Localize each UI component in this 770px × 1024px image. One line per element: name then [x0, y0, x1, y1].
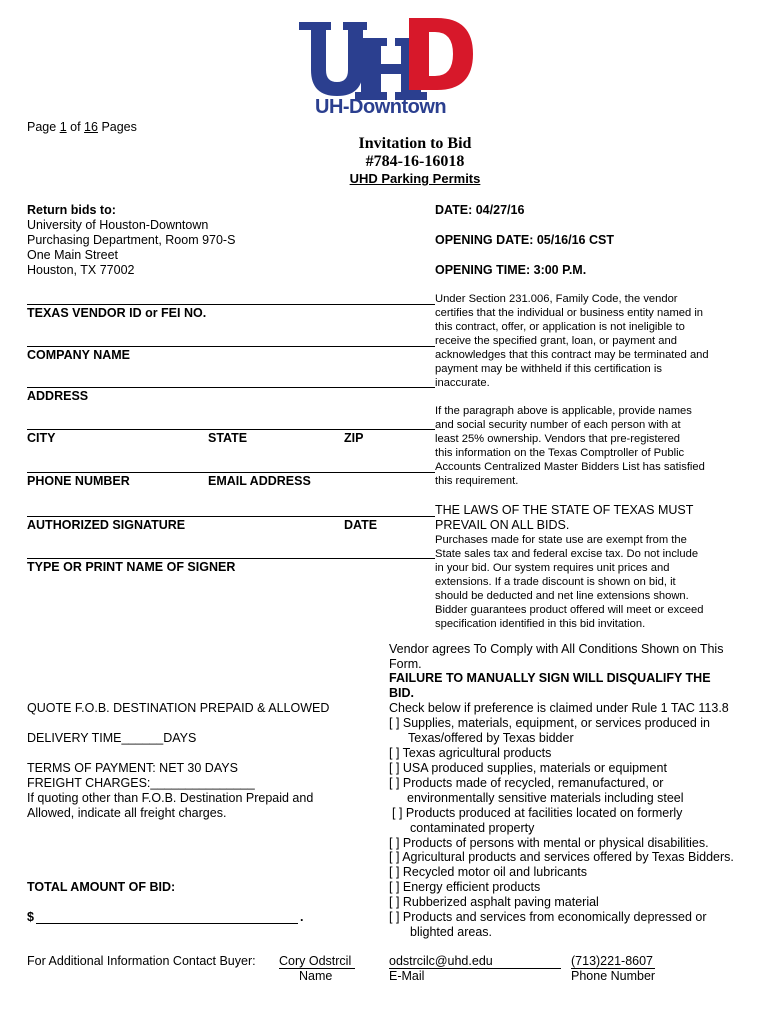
- vendor-id-label: TEXAS VENDOR ID or FEI NO.: [27, 306, 207, 320]
- address-label: ADDRESS: [27, 389, 89, 403]
- city-label: CITY: [27, 431, 56, 445]
- bid-subtitle: UHD Parking Permits: [349, 171, 481, 186]
- opening-time: OPENING TIME: 3:00 P.M.: [435, 263, 587, 277]
- signature-line[interactable]: [27, 516, 435, 517]
- vendor-id-line[interactable]: [27, 304, 435, 305]
- laws-heading: PREVAIL ON ALL BIDS.: [435, 518, 570, 532]
- contact-lead: For Additional Information Contact Buyer:: [27, 954, 256, 968]
- freight-note: If quoting other than F.O.B. Destination Prepaid and: [27, 791, 314, 805]
- agree-line: Form.: [389, 657, 422, 671]
- state-label: STATE: [208, 431, 248, 445]
- zip-label: ZIP: [344, 431, 364, 445]
- email-label: EMAIL ADDRESS: [208, 474, 311, 488]
- total-amount-label: TOTAL AMOUNT OF BID:: [27, 880, 176, 894]
- preference-checkbox[interactable]: [ ] Products of persons with mental or physical disabilities.: [389, 836, 709, 850]
- signer-name-label: TYPE OR PRINT NAME OF SIGNER: [27, 560, 236, 574]
- total-period: .: [300, 910, 304, 924]
- city-state-zip-line[interactable]: [27, 429, 435, 430]
- total-currency: $: [27, 910, 34, 924]
- buyer-phone: (713)221-8607: [571, 954, 654, 968]
- name-caption: Name: [299, 969, 333, 983]
- ownership-line: least 25% ownership. Vendors that pre-registered: [435, 433, 681, 445]
- preference-checkbox[interactable]: [ ] Products made of recycled, remanufactured, or: [389, 776, 664, 790]
- laws-line: should be deducted and net line extensions shown.: [435, 590, 689, 602]
- return-address-line: Houston, TX 77002: [27, 263, 135, 277]
- phone-label: PHONE NUMBER: [27, 474, 130, 488]
- total-amount-line[interactable]: [36, 923, 298, 924]
- bid-title: Invitation to Bid: [358, 135, 472, 152]
- preference-continuation: environmentally sensitive materials including steel: [407, 791, 684, 805]
- laws-line: in your bid. Our system requires unit prices and: [435, 562, 670, 574]
- preference-checkbox[interactable]: [ ] Supplies, materials, equipment, or services produced in: [389, 716, 710, 730]
- return-address-line: Purchasing Department, Room 970-S: [27, 233, 236, 247]
- preference-checkbox[interactable]: [ ] Energy efficient products: [389, 880, 541, 894]
- ownership-line: Accounts Centralized Master Bidders List has satisfied: [435, 461, 705, 473]
- preference-checkbox[interactable]: [ ] Products and services from economically depressed or: [389, 910, 707, 924]
- company-name-label: COMPANY NAME: [27, 348, 131, 362]
- buyer-name: Cory Odstrcil: [279, 954, 352, 968]
- preference-continuation: contaminated property: [410, 821, 535, 835]
- freight-charges[interactable]: FREIGHT CHARGES:_______________: [27, 776, 255, 790]
- bid-date: DATE: 04/27/16: [435, 203, 525, 217]
- certification-line: payment may be withheld if this certification is: [435, 363, 662, 375]
- signature-date-label: DATE: [344, 518, 378, 532]
- preference-checkbox[interactable]: [ ] Agricultural products and services offered by Texas Bidders.: [389, 850, 734, 864]
- agree-line: Vendor agrees To Comply with All Conditions Shown on This: [389, 642, 724, 656]
- page-total: 16: [84, 120, 98, 134]
- certification-line: receive the specified grant, loan, or payment and: [435, 335, 677, 347]
- warning-line: BID.: [389, 686, 414, 700]
- return-bids-label: Return bids to:: [27, 203, 116, 217]
- laws-line: Purchases made for state use are exempt from the: [435, 534, 687, 546]
- ownership-line: and social security number of each person with at: [435, 419, 681, 431]
- ownership-line: this requirement.: [435, 475, 519, 487]
- company-name-line[interactable]: [27, 346, 435, 347]
- certification-line: Under Section 231.006, Family Code, the vendor: [435, 293, 678, 305]
- signature-label: AUTHORIZED SIGNATURE: [27, 518, 186, 532]
- delivery-time[interactable]: DELIVERY TIME______DAYS: [27, 731, 197, 745]
- laws-line: Bidder guarantees product offered will meet or exceed: [435, 604, 704, 616]
- ownership-line: this information on the Texas Comptroller of Public: [435, 447, 685, 459]
- certification-line: this contract, offer, or application is not ineligible to: [435, 321, 685, 333]
- preference-checkbox[interactable]: [ ] Texas agricultural products: [389, 746, 552, 760]
- buyer-email[interactable]: odstrcilc@uhd.edu: [389, 954, 493, 968]
- phone-email-line[interactable]: [27, 472, 435, 473]
- laws-line: specification identified in this bid invitation.: [435, 618, 646, 630]
- certification-line: acknowledges that this contract may be terminated and: [435, 349, 709, 361]
- laws-heading: THE LAWS OF THE STATE OF TEXAS MUST: [435, 503, 694, 517]
- uhd-logo: [297, 16, 475, 122]
- preference-checkbox[interactable]: [ ] USA produced supplies, materials or equipment: [389, 761, 667, 775]
- certification-line: inaccurate.: [435, 377, 490, 389]
- opening-date: OPENING DATE: 05/16/16 CST: [435, 233, 614, 247]
- uhd-wordmark: UH-Downtown: [315, 96, 447, 118]
- payment-terms: TERMS OF PAYMENT: NET 30 DAYS: [27, 761, 238, 775]
- preference-checkbox[interactable]: [ ] Products produced at facilities located on formerly: [392, 806, 683, 820]
- preference-checkbox[interactable]: [ ] Rubberized asphalt paving material: [389, 895, 599, 909]
- freight-note: Allowed, indicate all freight charges.: [27, 806, 227, 820]
- certification-line: certifies that the individual or business entity named in: [435, 307, 704, 319]
- signer-name-line[interactable]: [27, 558, 435, 559]
- preference-intro: Check below if preference is claimed under Rule 1 TAC 113.8: [389, 701, 729, 715]
- laws-line: State sales tax and federal excise tax. Do not include: [435, 548, 699, 560]
- email-caption: E-Mail: [389, 969, 425, 983]
- bid-number: #784-16-16018: [365, 153, 465, 170]
- preference-continuation: blighted areas.: [410, 925, 493, 939]
- warning-line: FAILURE TO MANUALLY SIGN WILL DISQUALIFY THE: [389, 671, 711, 685]
- preference-continuation: Texas/offered by Texas bidder: [408, 731, 574, 745]
- return-address-line: University of Houston-Downtown: [27, 218, 209, 232]
- page-current: 1: [59, 120, 67, 134]
- address-line[interactable]: [27, 387, 435, 388]
- page-counter: Page 1 of 16 Pages: [27, 120, 137, 134]
- fob-terms: QUOTE F.O.B. DESTINATION PREPAID & ALLOWED: [27, 701, 330, 715]
- phone-caption: Phone Number: [571, 969, 656, 983]
- return-address-line: One Main Street: [27, 248, 119, 262]
- preference-checkbox[interactable]: [ ] Recycled motor oil and lubricants: [389, 865, 588, 879]
- ownership-line: If the paragraph above is applicable, provide names: [435, 405, 692, 417]
- laws-line: extensions. If a trade discount is shown on bid, it: [435, 576, 676, 588]
